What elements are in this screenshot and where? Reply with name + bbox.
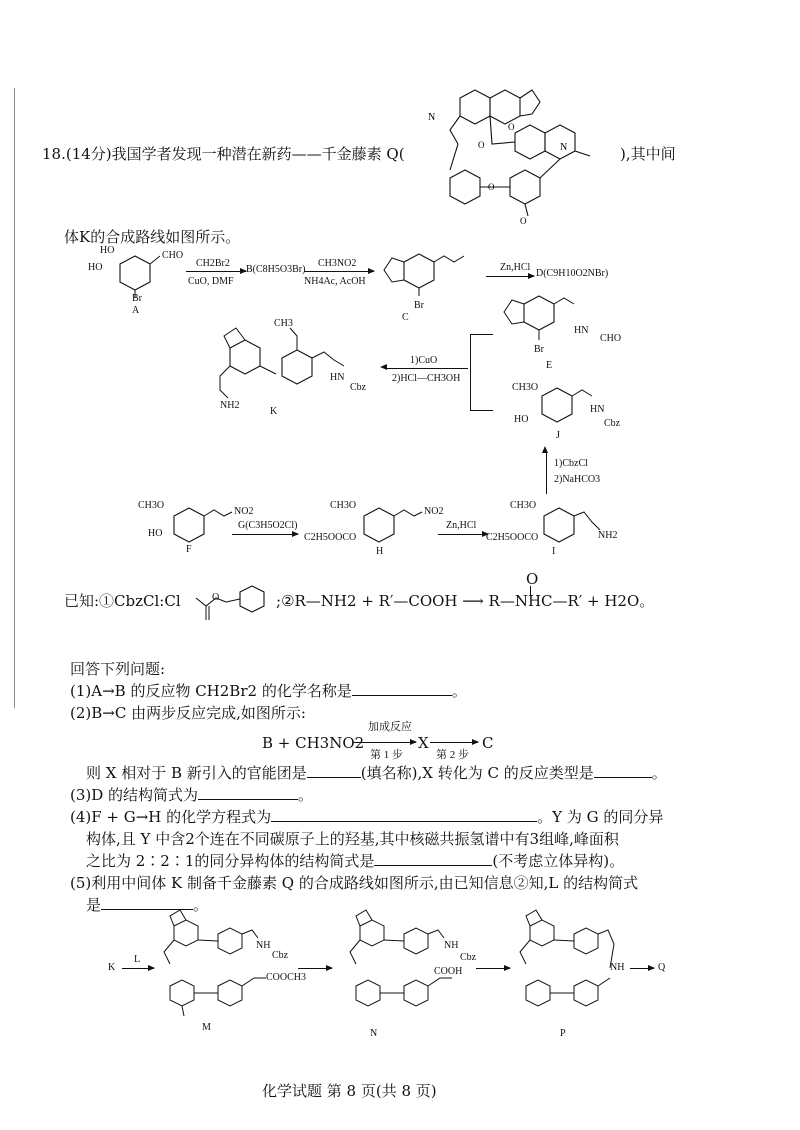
svg-text:N: N: [560, 142, 568, 153]
svg-text:O: O: [508, 122, 515, 132]
E-formyl: CHO: [600, 333, 622, 344]
q3-text: (3)D 的结构简式为: [70, 786, 199, 804]
K-cbz: Cbz: [350, 382, 367, 393]
M-cbz: Cbz: [272, 950, 289, 961]
J-hydroxy: HO: [514, 414, 529, 425]
known-info: [64, 590, 181, 612]
I-carbonate: C2H5OOCO: [486, 532, 539, 543]
question-2: (2)B→C 由两步反应完成,如图所示:: [70, 704, 306, 722]
known-reaction: [276, 590, 654, 612]
J-cbz: Cbz: [604, 418, 621, 429]
arrow-B-to-C: [304, 271, 374, 272]
reagent-IJ-top: 1)CbzCl: [554, 458, 588, 469]
compound-D: D(C9H10O2NBr): [536, 268, 609, 279]
arrow-to-K-head: [380, 364, 387, 370]
compound-K-label: K: [270, 406, 278, 417]
known-prefix: 已知:①CbzCl:: [64, 592, 165, 610]
reagent-AB-top: CH2Br2: [196, 258, 230, 269]
question-1: [70, 680, 467, 702]
F-methoxy: CH3O: [138, 500, 165, 511]
compound-P-label: P: [560, 1028, 566, 1039]
K-amino: NH2: [220, 400, 240, 411]
H-nitro: NO2: [424, 506, 444, 517]
H-methoxy: CH3O: [330, 500, 357, 511]
arrow-F-to-H: [232, 534, 298, 535]
bracket-E-J: [470, 334, 493, 411]
M-ester: COOCH3: [266, 972, 307, 983]
q4-answer-blank[interactable]: [271, 807, 537, 822]
q3-end: 。: [298, 786, 314, 804]
J-methoxy: CH3O: [512, 382, 539, 393]
reagent-K-bottom: 2)HCl—CH3OH: [392, 373, 461, 384]
arrow-N-to-P: [476, 968, 510, 969]
q4-line3: [86, 850, 624, 872]
K-amine: HN: [330, 372, 345, 383]
q2-line-end: 。: [651, 764, 667, 782]
known-amide-reaction: ②R—NH2 + R′—COOH ⟶ R—NHC—R′ + H2O。: [281, 592, 655, 610]
q2-blank-1[interactable]: [307, 763, 361, 778]
page-margin-line: [14, 88, 15, 708]
reagent-K-top: 1)CuO: [410, 355, 438, 366]
A-hydroxy-1: HO: [100, 245, 115, 256]
cbzcl-ester-o: O: [212, 592, 220, 603]
I-methoxy: CH3O: [510, 500, 537, 511]
question-4: [70, 806, 663, 828]
page-footer: 化学试题 第 8 页(共 8 页): [262, 1082, 437, 1100]
reagent-IJ-bottom: 2)NaHCO3: [554, 474, 601, 485]
question-intro-line2: 体K的合成路线如图所示。: [64, 228, 241, 246]
arrow-I-to-J-head: [542, 446, 548, 453]
arrow-I-to-J: [546, 452, 547, 494]
question-intro-tail: ),其中间: [620, 145, 676, 163]
N-cbz: Cbz: [460, 952, 477, 963]
q2-step1-top: 加成反应: [368, 721, 412, 733]
P-amide: NH: [610, 962, 625, 973]
question-score: (14分): [65, 145, 112, 163]
q5-line2-text: 是: [86, 896, 102, 914]
reagent-BC-bottom: NH4Ac, AcOH: [304, 276, 366, 287]
N-carboxyl: COOH: [434, 966, 463, 977]
reagent-AB-bottom: CuO, DMF: [188, 276, 234, 287]
q4-line2: 构体,且 Y 中含2个连在不同碳原子上的羟基,其中核磁共振氢谱中有3组峰,峰面积: [86, 830, 619, 848]
N-amine: NH: [444, 940, 459, 951]
question-number: 18.: [42, 145, 66, 163]
reagent-CD-top: Zn,HCl: [500, 262, 531, 273]
question-5: (5)利用中间体 K 制备千金藤素 Q 的合成路线如图所示,由已知信息②知,L 的结构简式: [70, 874, 639, 892]
svg-text:O: O: [488, 182, 495, 192]
arrow-C-to-D: [486, 276, 534, 277]
q4-text: (4)F + G→H 的化学方程式为: [70, 808, 272, 826]
q2-blank-2[interactable]: [594, 763, 652, 778]
question-3: [70, 784, 313, 806]
q4-line3-end: (不考虑立体异构)。: [492, 852, 625, 870]
compound-M-structure: [154, 908, 307, 1028]
K-methyl: CH3: [274, 318, 293, 329]
q2-step1-bottom: 第 1 步: [370, 749, 403, 761]
compound-J-label: J: [556, 430, 560, 441]
compound-H-label: H: [376, 546, 384, 557]
known-carbonyl-bond: [530, 586, 531, 596]
arrow-to-K: [386, 368, 468, 369]
q5-end: 。: [193, 896, 209, 914]
q2-line-mid: (填名称),X 转化为 C 的反应类型是: [360, 764, 594, 782]
M-amine: NH: [256, 940, 271, 951]
known-carbonyl-o: O: [526, 570, 539, 588]
F-nitro: NO2: [234, 506, 254, 517]
arrow-K-to-M: [122, 968, 154, 969]
compound-N-label: N: [370, 1028, 378, 1039]
q1-end: 。: [451, 682, 467, 700]
compound-N-structure: [340, 908, 490, 1028]
compound-K-structure: [210, 318, 380, 408]
q2-arrow-step1: [354, 742, 416, 743]
svg-text:O: O: [478, 140, 485, 150]
arrow-A-to-B: [186, 271, 246, 272]
reagent-H-to-I: Zn,HCl: [446, 520, 477, 531]
q2-x: X: [418, 734, 429, 752]
J-amine: HN: [590, 404, 605, 415]
q1-answer-blank[interactable]: [352, 681, 452, 696]
I-amino: NH2: [598, 530, 618, 541]
E-amine: HN: [574, 325, 589, 336]
compound-C-structure: [380, 248, 470, 308]
scheme2-L: L: [134, 954, 141, 965]
q2-eq-left: B + CH3NO2: [262, 734, 365, 752]
H-carbonate: C2H5OOCO: [304, 532, 357, 543]
q4-isomer-blank[interactable]: [374, 851, 492, 866]
svg-text:N: N: [428, 112, 436, 123]
q4-line3-text: 之比为 2∶2∶1的同分异构体的结构简式是: [86, 852, 375, 870]
q1-text: (1)A→B 的反应物 CH2Br2 的化学名称是: [70, 682, 352, 700]
reagent-BC-top: CH3NO2: [318, 258, 357, 269]
question-intro: 我国学者发现一种潜在新药——千金藤素 Q(: [111, 145, 405, 163]
q2-line-text: 则 X 相对于 B 新引入的官能团是: [86, 764, 307, 782]
E-bromo: Br: [534, 344, 544, 355]
arrow-H-to-I: [438, 534, 488, 535]
A-aldehyde: CHO: [162, 250, 184, 261]
A-hydroxy-2: HO: [88, 262, 103, 273]
compound-F-label: F: [186, 544, 192, 555]
F-hydroxy: HO: [148, 528, 163, 539]
arrow-P-to-Q: [630, 968, 654, 969]
scheme2-Q: Q: [658, 962, 666, 973]
q2-step2: 第 2 步: [436, 749, 469, 761]
A-bromo: Br: [132, 293, 142, 304]
q4-end: 。Y 为 G 的同分异: [537, 808, 664, 826]
compound-B: B(C8H5O3Br): [246, 264, 306, 275]
compound-A-label: A: [132, 305, 140, 316]
compound-I-label: I: [552, 546, 556, 557]
reagent-F-to-H: G(C3H5O2Cl): [238, 520, 298, 531]
compound-C-label: C: [402, 312, 409, 323]
known-separator: ;: [276, 592, 282, 610]
arrow-M-to-N: [298, 968, 332, 969]
qianjinteng-Q-structure: [420, 78, 620, 228]
q2-line: [86, 762, 667, 784]
scheme2-K: K: [108, 962, 116, 973]
questions-heading: 回答下列问题:: [70, 660, 166, 678]
q2-c: C: [482, 734, 494, 752]
q2-arrow-step2: [430, 742, 478, 743]
cbzcl-structure: [194, 582, 284, 642]
svg-text:O: O: [520, 216, 527, 226]
C-bromo: Br: [414, 300, 424, 311]
compound-M-label: M: [202, 1022, 211, 1033]
q3-answer-blank[interactable]: [198, 785, 298, 800]
known-cl: Cl: [164, 592, 181, 610]
compound-E-label: E: [546, 360, 553, 371]
question-header: [42, 143, 405, 165]
